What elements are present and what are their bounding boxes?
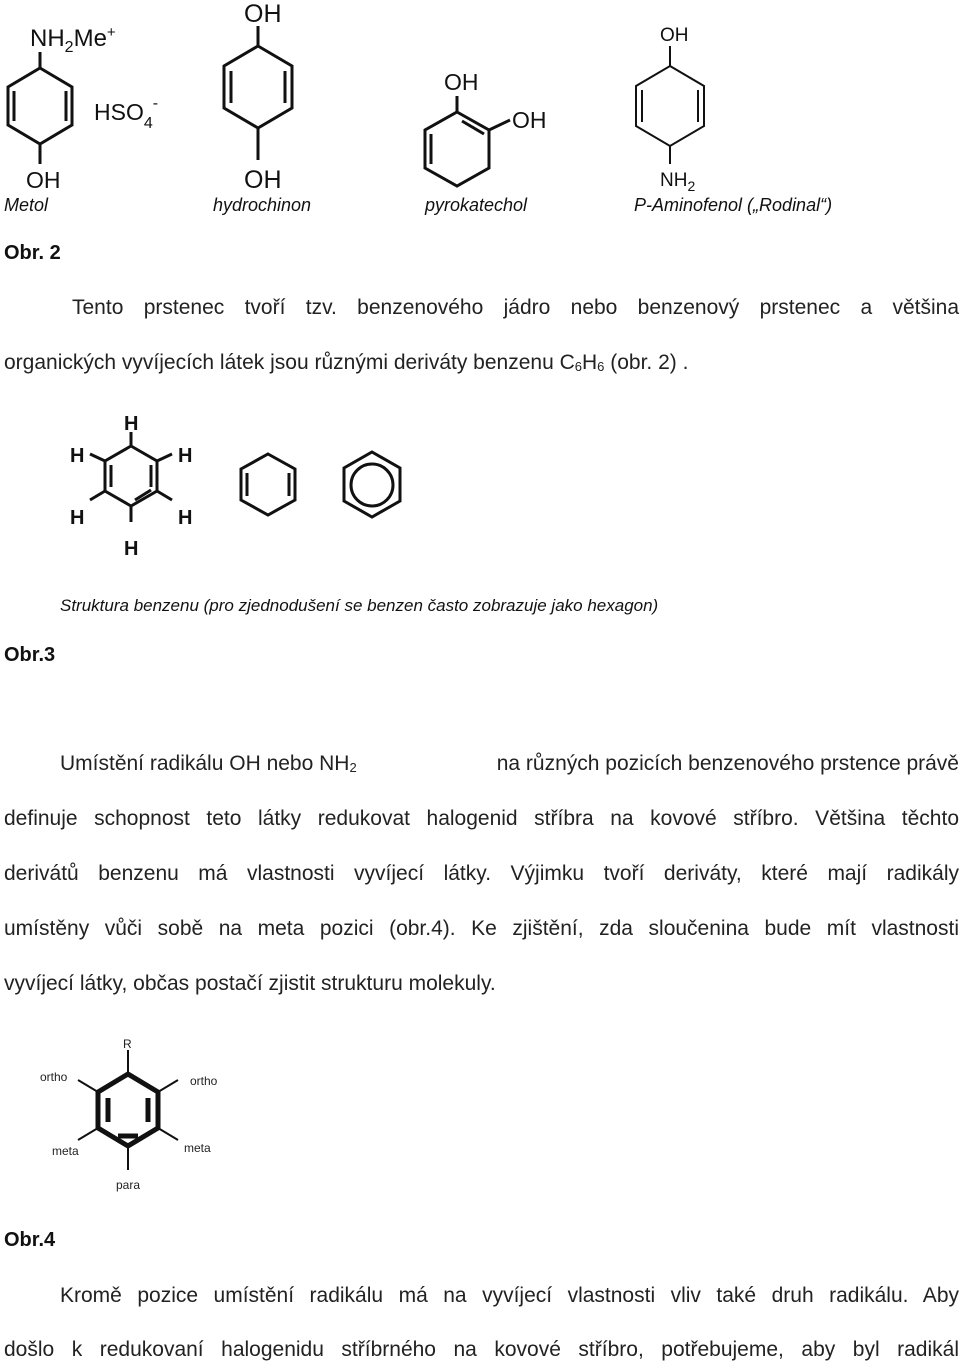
figure-3-caption: Struktura benzenu (pro zjednodušení se benzen často zobrazuje jako hexagon) <box>60 596 659 615</box>
positions-substituent-bonds <box>78 1050 178 1170</box>
para3-line2: došlo k redukovaní halogenidu stříbrného na kovové stříbro, potřebujeme, aby byl radikál <box>4 1338 959 1361</box>
label-meta-right: meta <box>184 1141 211 1155</box>
aminofenol-structure <box>636 46 704 164</box>
figure-3 <box>0 400 960 570</box>
label-meta-left: meta <box>52 1144 79 1158</box>
caption-aminofenol: P-Aminofenol („Rodinal“) <box>634 195 833 215</box>
hydrochinon-structure <box>224 26 292 160</box>
metol-bottom-group: OH <box>26 167 61 193</box>
figure-4 <box>0 1030 300 1200</box>
figure-4-structure <box>0 1030 300 1200</box>
hydrochinon-top-group: OH <box>244 0 282 28</box>
benzene-hexagon-structure <box>241 454 295 515</box>
metol-top-group: $NH_2Me^+$ <box>30 24 116 56</box>
pyrokatechol-oh-2: OH <box>512 107 547 133</box>
label-ortho-left: ortho <box>40 1070 68 1084</box>
figure-2-label: Obr. 2 <box>4 242 61 264</box>
para1-line1: Tento prstenec tvoří tzv. benzenového jádro nebo benzenový prstenec a většina <box>72 296 959 319</box>
caption-hydrochinon: hydrochinon <box>213 195 312 215</box>
para3-line1: Kromě pozice umístění radikálu má na vyvíjecí vlastnosti vliv také druh radikálu. Aby <box>60 1284 959 1307</box>
para2-line4: umístěny vůči sobě na meta pozici (obr.4). Ke zjištění, zda sloučenina bude mít vlastnosti <box>4 917 959 940</box>
aminofenol-top-group: OH <box>660 25 689 46</box>
label-r: R <box>123 1037 132 1051</box>
benzene-kekule-structure <box>90 432 172 522</box>
metol-structure <box>8 52 72 164</box>
figure-3-structures <box>0 400 960 570</box>
metol-anion: $HSO_4^-$ <box>94 95 159 132</box>
label-ortho-right: ortho <box>190 1074 218 1088</box>
pyrokatechol-oh-1: OH <box>444 69 479 95</box>
para1-line2: organických vyvíjecích látek jsou různými deriváty benzenu $C_6H_6$ (obr. 2) . <box>4 351 689 374</box>
figure-4-label: Obr.4 <box>4 1229 56 1251</box>
para2-line5: vyvíjecí látky, občas postačí zjistit strukturu molekuly. <box>4 972 496 995</box>
aminofenol-bottom-group: $NH_2$ <box>660 170 696 194</box>
h-label-top: H <box>124 413 139 435</box>
hydrochinon-bottom-group: OH <box>244 166 282 194</box>
h-label-bottom: H <box>124 538 139 560</box>
h-label-top-left: H <box>70 445 85 467</box>
h-label-bottom-right: H <box>178 507 193 529</box>
caption-pyrokatechol: pyrokatechol <box>425 195 528 215</box>
h-label-top-right: H <box>178 445 193 467</box>
para2-line3: derivátů benzenu má vlastnosti vyvíjecí látky. Výjimku tvoří deriváty, které mají radikály <box>4 862 959 885</box>
para2-line1: Umístění radikálu OH nebo $NH_2$ na různých pozicích benzenového prstence právě <box>60 752 959 775</box>
caption-metol: Metol <box>4 195 49 215</box>
h-label-bottom-left: H <box>70 507 85 529</box>
figure-3-label: Obr.3 <box>4 644 56 666</box>
label-para: para <box>116 1178 141 1192</box>
para2-line2: definuje schopnost teto látky redukovat halogenid stříbra na kovové stříbro. Většina těchto <box>4 807 959 830</box>
pyrokatechol-structure <box>425 96 510 186</box>
benzene-circle-structure <box>344 452 400 517</box>
